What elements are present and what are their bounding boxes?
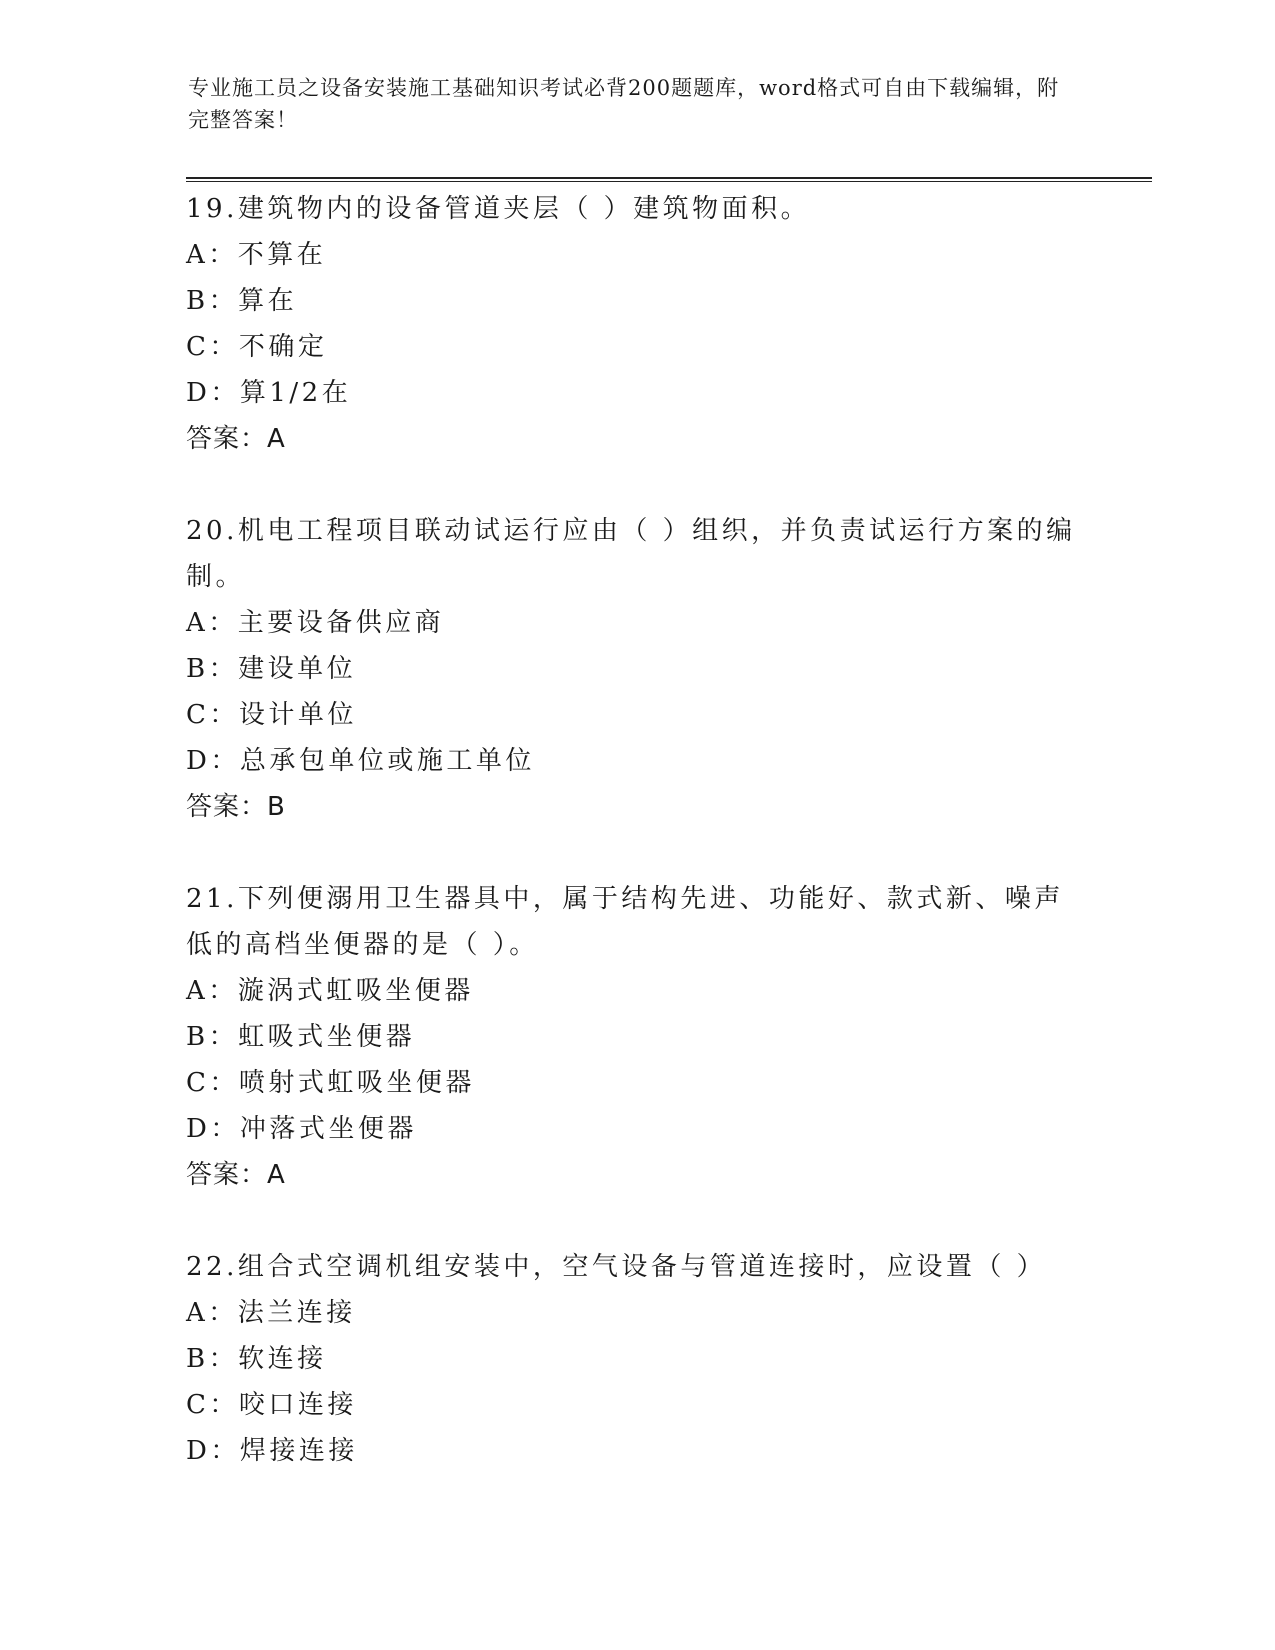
question-stem: 19.建筑物内的设备管道夹层（ ）建筑物面积。 — [186, 194, 811, 224]
option-c: C：喷射式虹吸坐便器 — [186, 1068, 475, 1098]
option-c: C：不确定 — [186, 332, 328, 362]
option-b: B：虹吸式坐便器 — [186, 1022, 416, 1052]
option-a: A：法兰连接 — [186, 1298, 356, 1328]
question-stem: 21.下列便溺用卫生器具中，属于结构先进、功能好、款式新、噪声低的高档坐便器的是（ ）。 — [186, 884, 1064, 960]
option-d: D：算1/2在 — [186, 378, 352, 408]
question-19 — [186, 186, 1086, 462]
question-21 — [186, 876, 1086, 1198]
answer-label: 答案：A — [186, 1160, 286, 1190]
document-header: 专业施工员之设备安装施工基础知识考试必背200题题库，word格式可自由下载编辑，附完整答案！ — [188, 76, 1060, 132]
option-d: D：焊接连接 — [186, 1436, 358, 1466]
option-d: D：冲落式坐便器 — [186, 1114, 417, 1144]
question-stem: 20.机电工程项目联动试运行应由（ ）组织，并负责试运行方案的编制。 — [186, 516, 1076, 592]
option-d: D：总承包单位或施工单位 — [186, 746, 535, 776]
question-20 — [186, 508, 1086, 830]
option-a: A：漩涡式虹吸坐便器 — [186, 976, 474, 1006]
option-c: C：咬口连接 — [186, 1390, 357, 1420]
option-c: C：设计单位 — [186, 700, 357, 730]
answer-label: 答案：A — [186, 424, 286, 454]
option-a: A：不算在 — [186, 240, 327, 270]
option-a: A：主要设备供应商 — [186, 608, 445, 638]
header-divider — [186, 177, 1152, 182]
answer-label: 答案：B — [186, 792, 286, 822]
question-22 — [186, 1244, 1086, 1474]
question-list — [186, 186, 1086, 1520]
option-b: B：建设单位 — [186, 654, 357, 684]
option-b: B：软连接 — [186, 1344, 327, 1374]
question-stem: 22.组合式空调机组安装中，空气设备与管道连接时，应设置（ ） — [186, 1252, 1047, 1282]
option-b: B：算在 — [186, 286, 298, 316]
